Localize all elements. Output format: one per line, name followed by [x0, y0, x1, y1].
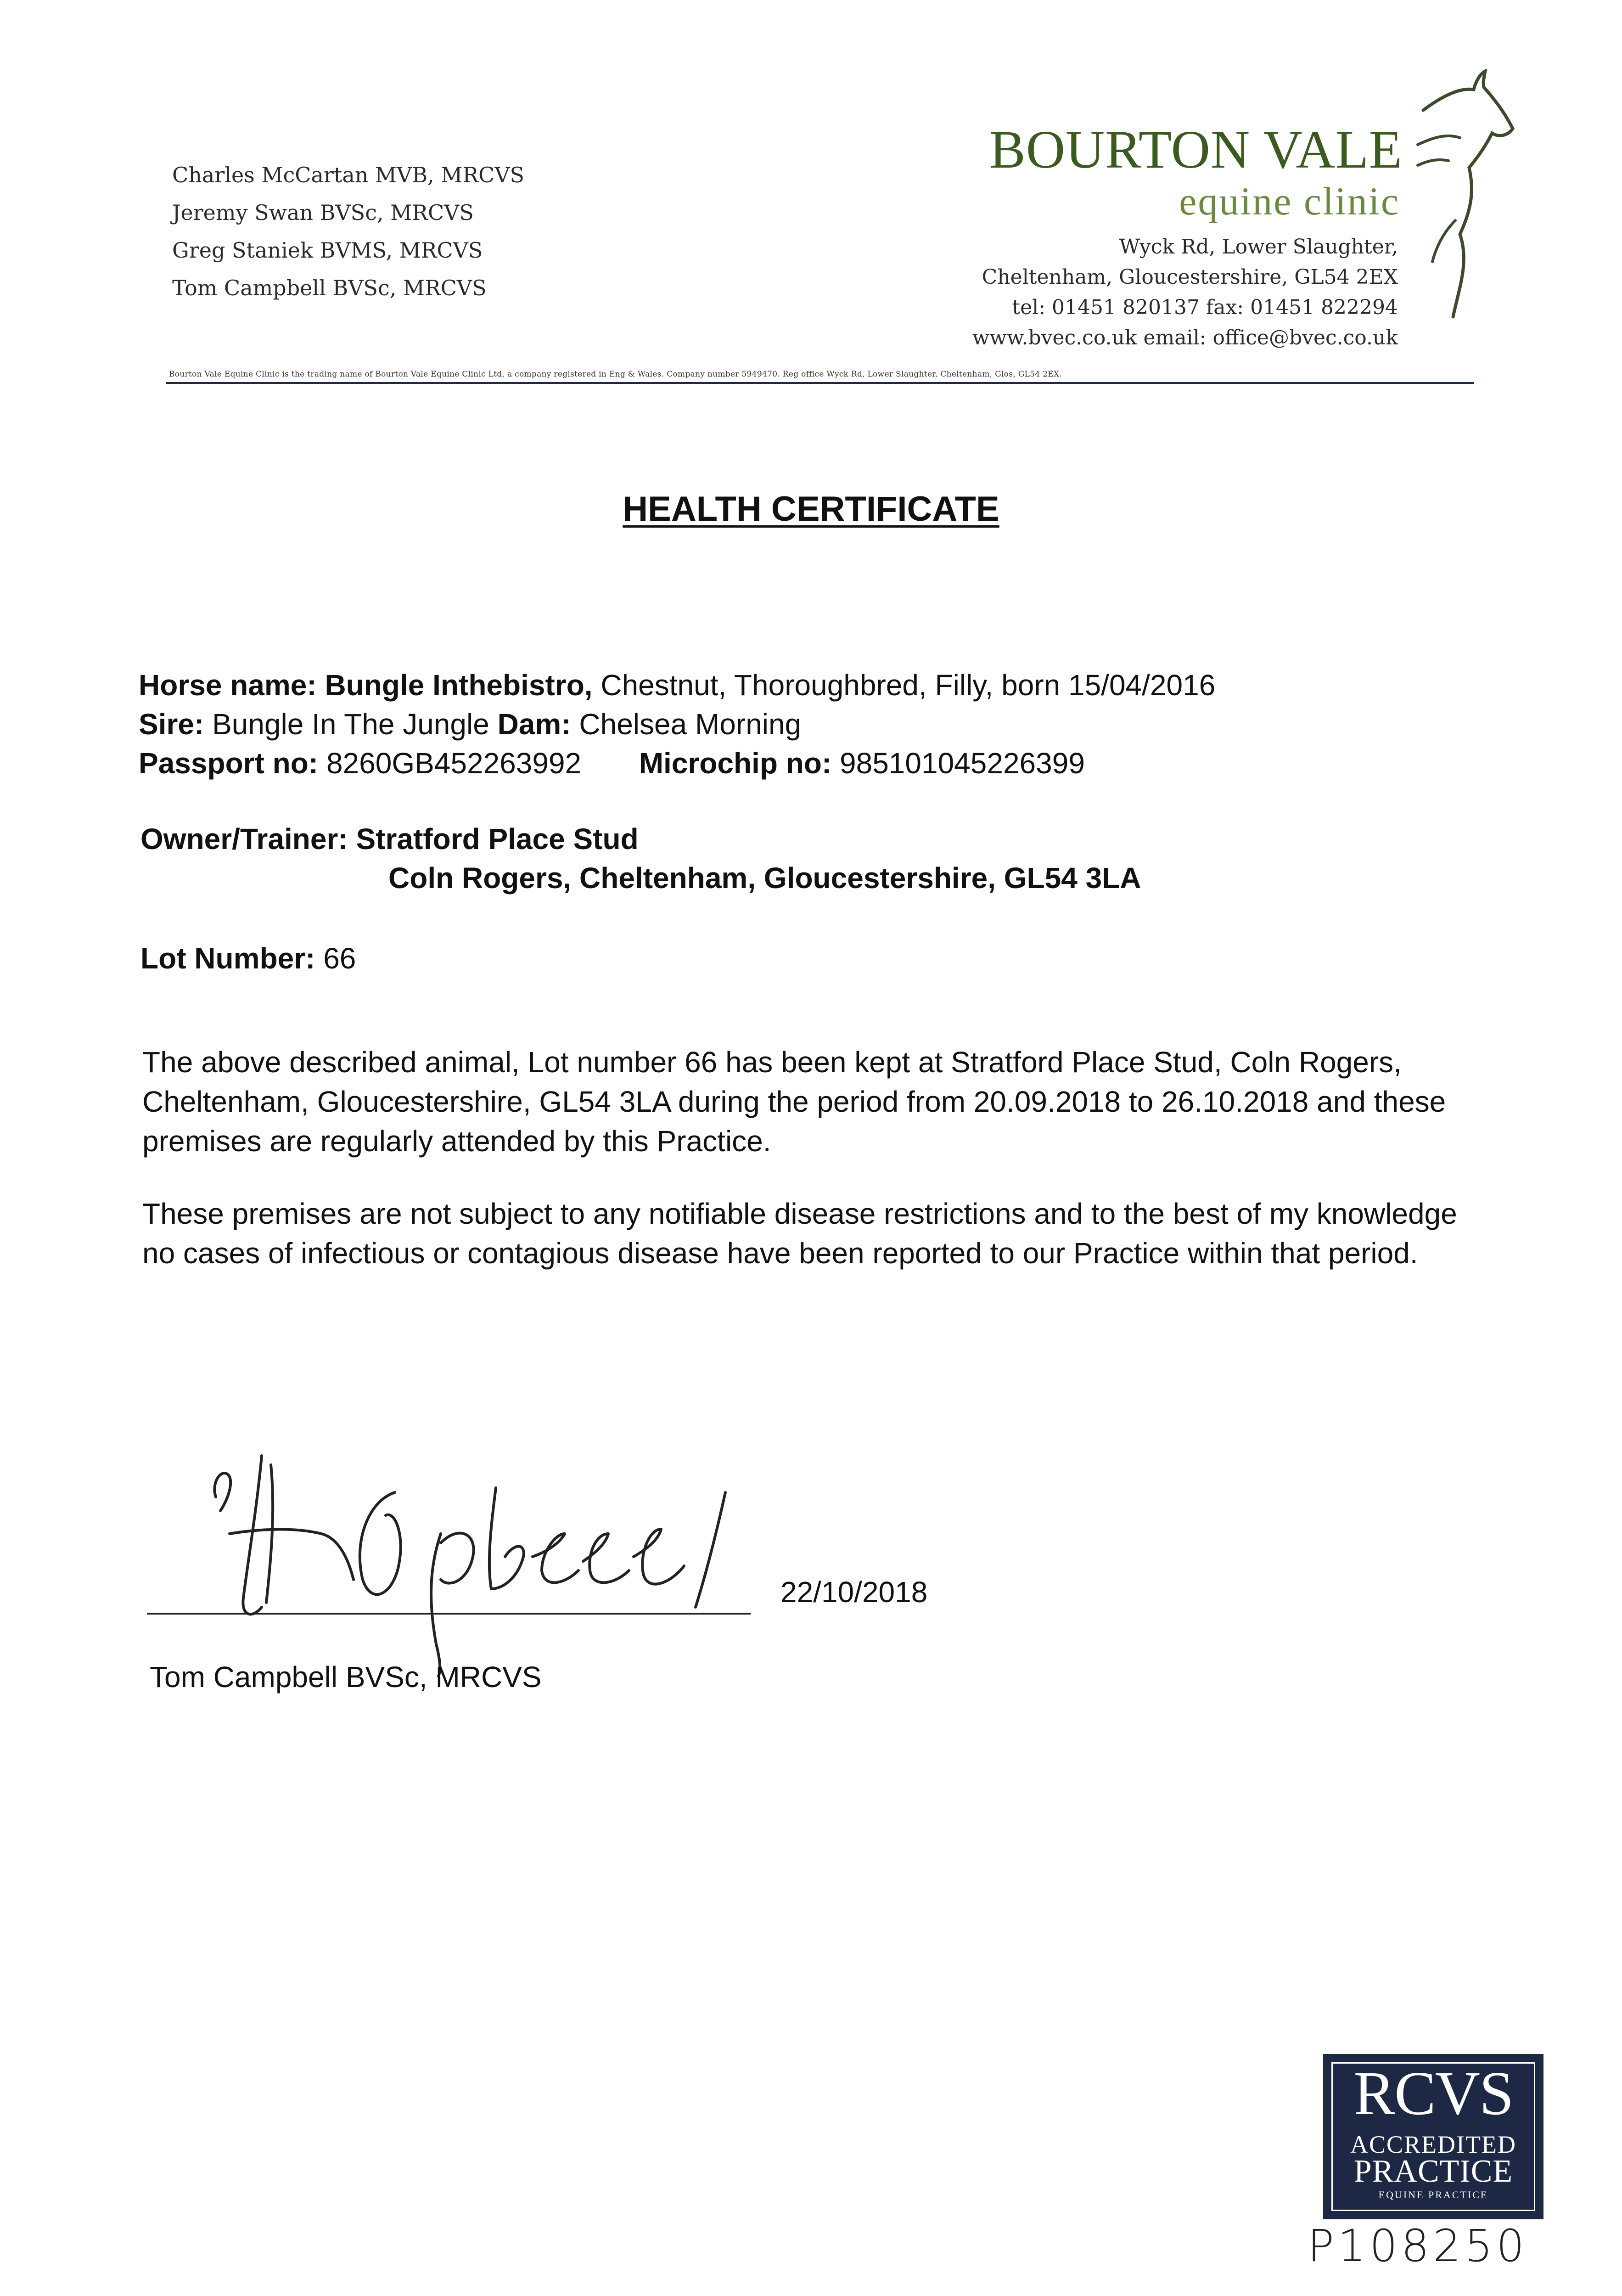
signature-scribble-icon [202, 1442, 776, 1681]
vet-name: Tom Campbell BVSc, MRCVS [172, 276, 487, 300]
passport-value: 8260GB452263992 [326, 747, 582, 780]
passport-label: Passport no: [139, 747, 319, 780]
handwritten-reference: P108250 [1308, 2220, 1528, 2272]
title-text: HEALTH CERTIFICATE [623, 490, 999, 529]
lot-label: Lot Number: [140, 942, 315, 975]
sire-value: Bungle In The Jungle [212, 708, 489, 741]
sire-dam-line [139, 707, 801, 741]
lot-line [140, 941, 356, 975]
badge-practice-text: PRACTICE [1353, 2154, 1513, 2189]
owner-label: Owner/Trainer: [140, 822, 348, 855]
clinic-logo-subtitle: equine clinic [1179, 179, 1400, 223]
declaration-paragraph: These premises are not subject to any notifiable disease restrictions and to the best of my knowledge no cases of infectious or contagious disease have been reported to our Practice within that period. [142, 1197, 1457, 1270]
document-title [0, 489, 1622, 529]
horse-head-logo-icon [1405, 69, 1524, 326]
lot-value: 66 [323, 942, 356, 975]
passport-microchip-line [139, 746, 1085, 780]
signature-line [147, 1613, 751, 1615]
owner-line [140, 822, 639, 856]
address-line: Wyck Rd, Lower Slaughter, [1119, 235, 1398, 259]
microchip-value: 985101045226399 [840, 747, 1085, 780]
horse-name-line [139, 668, 1215, 702]
dam-label: Dam: [497, 708, 571, 741]
legal-footer-line: Bourton Vale Equine Clinic is the trading name of Bourton Vale Equine Clinic Ltd, a company registered in Eng & Wales. Company number 5949470. Reg office Wyck Rd, Lower Slaughter, Cheltenham, Glos, GL54 2EX. [169, 370, 1062, 379]
web-email-line: www.bvec.co.uk email: office@bvec.co.uk [972, 326, 1398, 349]
sire-label: Sire: [139, 708, 204, 741]
microchip-label: Microchip no: [639, 747, 832, 780]
vet-name: Charles McCartan MVB, MRCVS [172, 163, 525, 187]
header-divider [166, 382, 1474, 384]
clinic-address [972, 232, 1398, 353]
rcvs-accreditation-badge [1323, 2054, 1543, 2219]
vet-name: Greg Staniek BVMS, MRCVS [172, 238, 483, 263]
statement-paragraph: The above described animal, Lot number 66 has been kept at Stratford Place Stud, Coln Rogers, Cheltenham, Gloucestershire, GL54 3LA during the period from 20.09.2018 to 26.10.2018 and these premises are regularly attended by this Practice. [142, 1046, 1446, 1158]
signature-date: 22/10/2018 [780, 1576, 928, 1609]
address-line: Cheltenham, Gloucestershire, GL54 2EX [982, 265, 1398, 289]
badge-accredited-text: ACCREDITED [1350, 2131, 1516, 2158]
badge-equine-text: EQUINE PRACTICE [1378, 2189, 1488, 2200]
badge-rcvs-text: RCVS [1353, 2059, 1513, 2128]
signatory-name: Tom Campbell BVSc, MRCVS [150, 1660, 542, 1694]
vets-list [172, 156, 524, 307]
clinic-logo-title: BOURTON VALE [989, 119, 1403, 180]
horse-details: Chestnut, Thoroughbred, Filly, born 15/04/2016 [601, 669, 1216, 702]
owner-address: Coln Rogers, Cheltenham, Gloucestershire, GL54 3LA [388, 861, 1141, 895]
vet-name: Jeremy Swan BVSc, MRCVS [172, 200, 474, 225]
dam-value: Chelsea Morning [579, 708, 802, 741]
owner-name: Stratford Place Stud [356, 822, 639, 855]
contact-line: tel: 01451 820137 fax: 01451 822294 [1012, 296, 1398, 319]
horse-name-label: Horse name: [139, 669, 317, 702]
horse-name: Bungle Inthebistro, [325, 669, 593, 702]
